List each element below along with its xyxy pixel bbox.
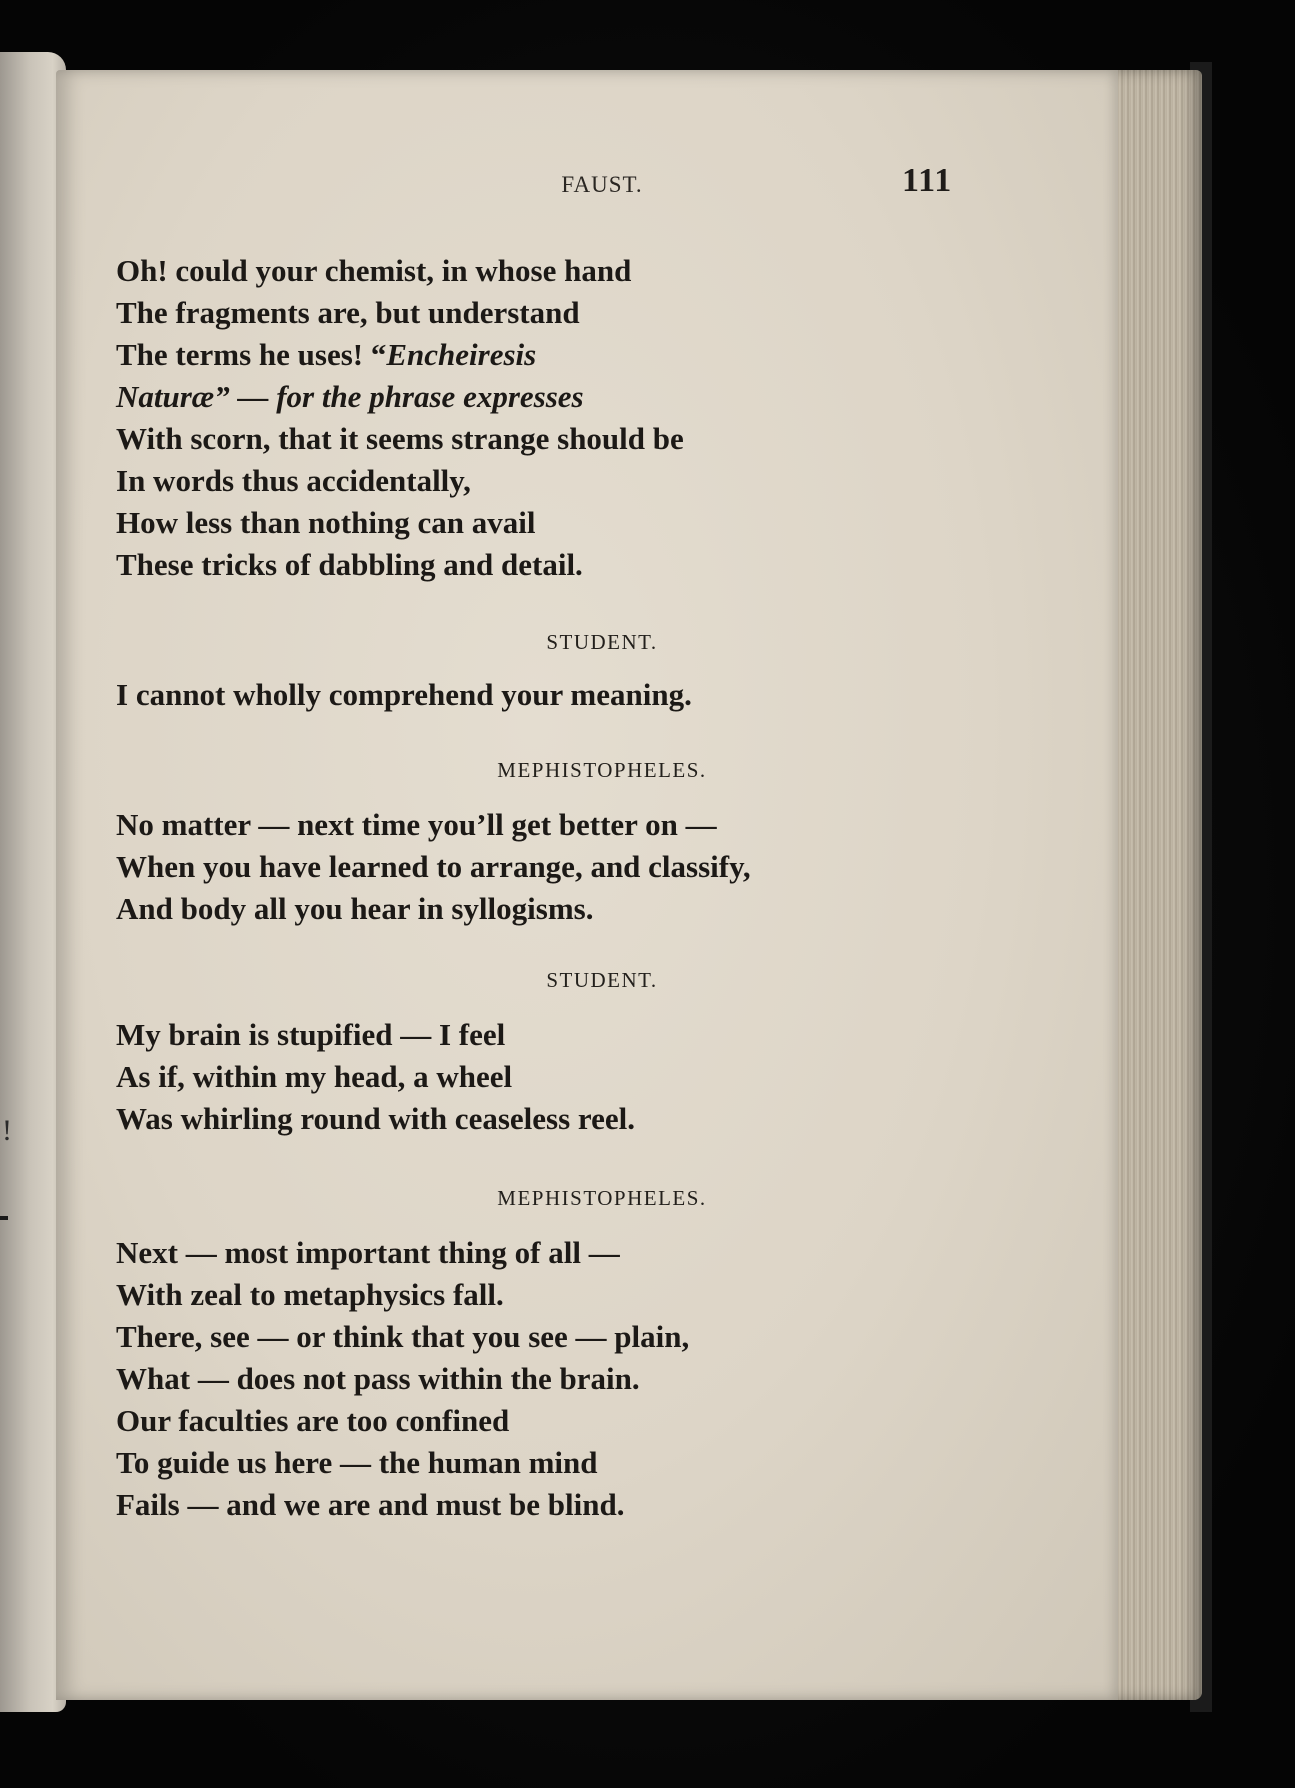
verse-line: With scorn, that it seems strange should be xyxy=(116,421,684,456)
verse-line: And body all you hear in syllogisms. xyxy=(116,891,594,926)
verse-line-italic: Encheiresis xyxy=(386,337,537,372)
verse-line: The fragments are, but understand xyxy=(116,295,580,330)
verse-block-4 xyxy=(116,1014,1016,1140)
verse-line: How less than nothing can avail xyxy=(116,505,536,540)
verse-line-text: The terms he uses! “ xyxy=(116,337,387,372)
verse-block-5 xyxy=(116,1232,1016,1526)
verse-line: Oh! could your chemist, in whose hand xyxy=(116,253,632,288)
speaker-heading: MEPHISTOPHELES. xyxy=(497,1186,707,1210)
verse-line: What — does not pass within the brain. xyxy=(116,1361,640,1396)
previous-page-dash xyxy=(0,1216,8,1220)
verse-line: In words thus accidentally, xyxy=(116,463,471,498)
verse-line: Was whirling round with ceaseless reel. xyxy=(116,1101,635,1136)
verse-line: These tricks of dabbling and detail. xyxy=(116,547,583,582)
verse-line xyxy=(116,334,1016,376)
verse-line: My brain is stupified — I feel xyxy=(116,1017,506,1052)
verse-line: No matter — next time you’ll get better on — xyxy=(116,807,717,842)
speaker-heading: STUDENT. xyxy=(546,968,658,992)
verse-block-3 xyxy=(116,804,1016,930)
verse-line: Our faculties are too confined xyxy=(116,1403,510,1438)
book-page xyxy=(56,70,1118,1700)
verse-line: There, see — or think that you see — plain, xyxy=(116,1319,690,1354)
previous-page-mark: ! xyxy=(2,1114,12,1147)
verse-block-1 xyxy=(116,250,1016,586)
speaker-heading: MEPHISTOPHELES. xyxy=(497,758,707,782)
verse-line: As if, within my head, a wheel xyxy=(116,1059,513,1094)
verse-line: When you have learned to arrange, and classify, xyxy=(116,849,751,884)
verse-line: Naturæ” — for the phrase expresses xyxy=(116,379,584,414)
verse-line: With zeal to metaphysics fall. xyxy=(116,1277,504,1312)
page-number: 111 xyxy=(902,162,953,199)
verse-line: Fails — and we are and must be blind. xyxy=(116,1487,625,1522)
verse-block-2 xyxy=(116,674,1016,716)
verse-line: To guide us here — the human mind xyxy=(116,1445,598,1480)
verse-line: Next — most important thing of all — xyxy=(116,1235,620,1270)
verse-line: I cannot wholly comprehend your meaning. xyxy=(116,677,692,712)
running-title: FAUST. xyxy=(561,172,643,197)
speaker-heading: STUDENT. xyxy=(546,630,658,654)
